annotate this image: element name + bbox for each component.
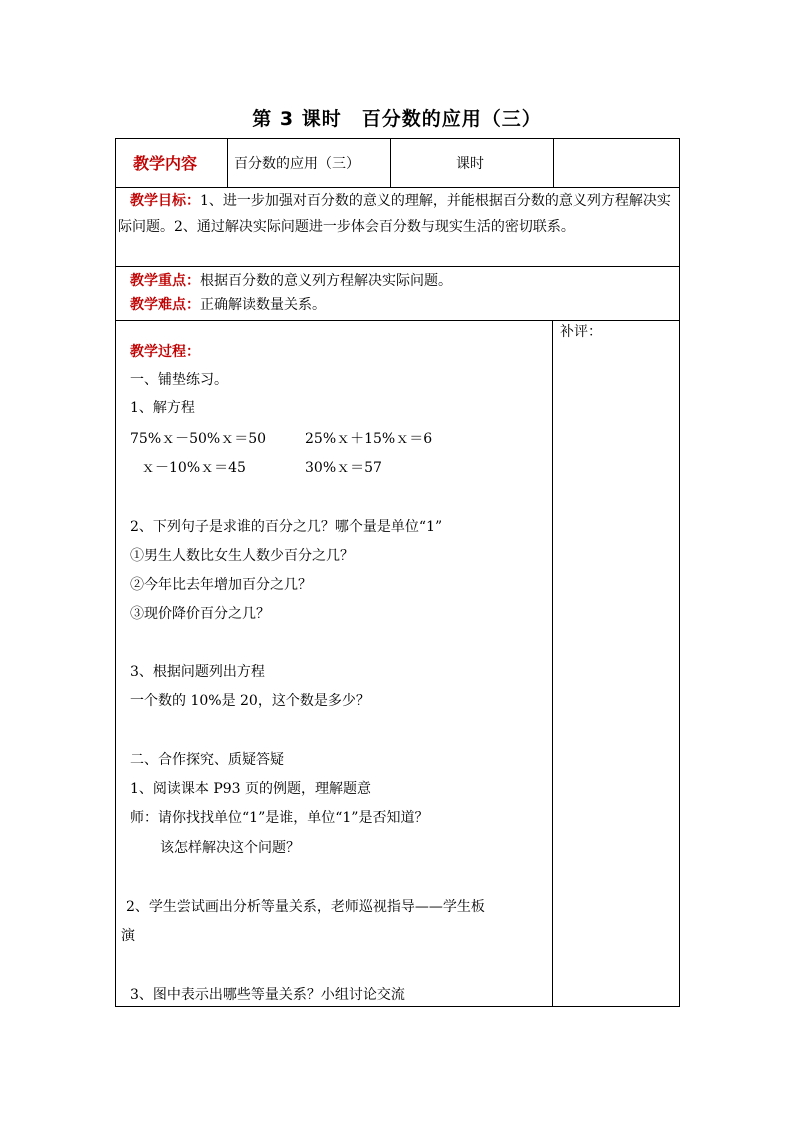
comment-label: 补评： xyxy=(560,324,602,340)
header-row xyxy=(115,138,680,188)
process-left-border xyxy=(115,320,116,1007)
item-1: 1、解方程 xyxy=(130,400,195,416)
section-2-item-2: 2、学生尝试画出分析等量关系，老师巡视指导——学生板 xyxy=(126,899,485,915)
question-2: ②今年比去年增加百分之几？ xyxy=(130,577,312,593)
focus-line xyxy=(130,271,452,291)
item-3: 3、根据问题列出方程 xyxy=(130,664,265,680)
equation-3: ｘ－10%ｘ＝45 xyxy=(141,460,246,476)
process-divider xyxy=(552,320,553,1007)
header-divider-2 xyxy=(390,138,391,188)
header-divider-1 xyxy=(227,138,228,188)
objectives-label: 教学目标： xyxy=(130,193,200,209)
page-title: 第 3 课时 百分数的应用（三） xyxy=(252,108,542,130)
difficulty-line xyxy=(130,295,326,315)
process-label: 教学过程： xyxy=(130,344,200,360)
content-label: 教学内容 xyxy=(133,154,198,173)
period-label: 课时 xyxy=(456,156,484,172)
objectives-text xyxy=(118,188,672,240)
item-3-question: 一个数的 10%是 20，这个数是多少？ xyxy=(130,693,370,709)
header-divider-3 xyxy=(553,138,554,188)
item-2: 2、下列句子是求谁的百分之几？哪个量是单位“1” xyxy=(130,519,443,535)
equation-1: 75%ｘ－50%ｘ＝50 xyxy=(130,431,267,447)
content-value: 百分数的应用（三） xyxy=(234,156,360,172)
teacher-question-2: 该怎样解决这个问题？ xyxy=(160,840,300,856)
difficulty-label: 教学难点： xyxy=(130,297,200,313)
section-2-item-2-cont: 演 xyxy=(121,928,135,944)
question-1: ①男生人数比女生人数少百分之几？ xyxy=(130,548,354,564)
equation-2: 25%ｘ＋15%ｘ＝6 xyxy=(305,431,433,447)
equation-4: 30%ｘ＝57 xyxy=(305,460,382,476)
section-2-item-1: 1、阅读课本 P93 页的例题，理解题意 xyxy=(130,781,372,797)
focus-text: 根据百分数的意义列方程解决实际问题。 xyxy=(200,273,452,289)
focus-label: 教学重点： xyxy=(130,273,200,289)
difficulty-text: 正确解读数量关系。 xyxy=(200,297,326,313)
process-right-border xyxy=(679,320,680,1007)
objectives-body: 1、进一步加强对百分数的意义的理解，并能根据百分数的意义列方程解决实际问题。2、通过解决实际问题进一步体会百分数与现实生活的密切联系。 xyxy=(118,193,671,235)
teacher-question: 师：请你找找单位“1”是谁，单位“1”是否知道？ xyxy=(130,810,429,826)
section-2-item-3: 3、图中表示出哪些等量关系？小组讨论交流 xyxy=(130,987,405,1003)
section-1: 一、铺垫练习。 xyxy=(130,372,228,388)
process-bottom-border xyxy=(115,1006,680,1007)
section-2: 二、合作探究、质疑答疑 xyxy=(130,752,284,768)
question-3: ③现价降价百分之几？ xyxy=(130,606,270,622)
